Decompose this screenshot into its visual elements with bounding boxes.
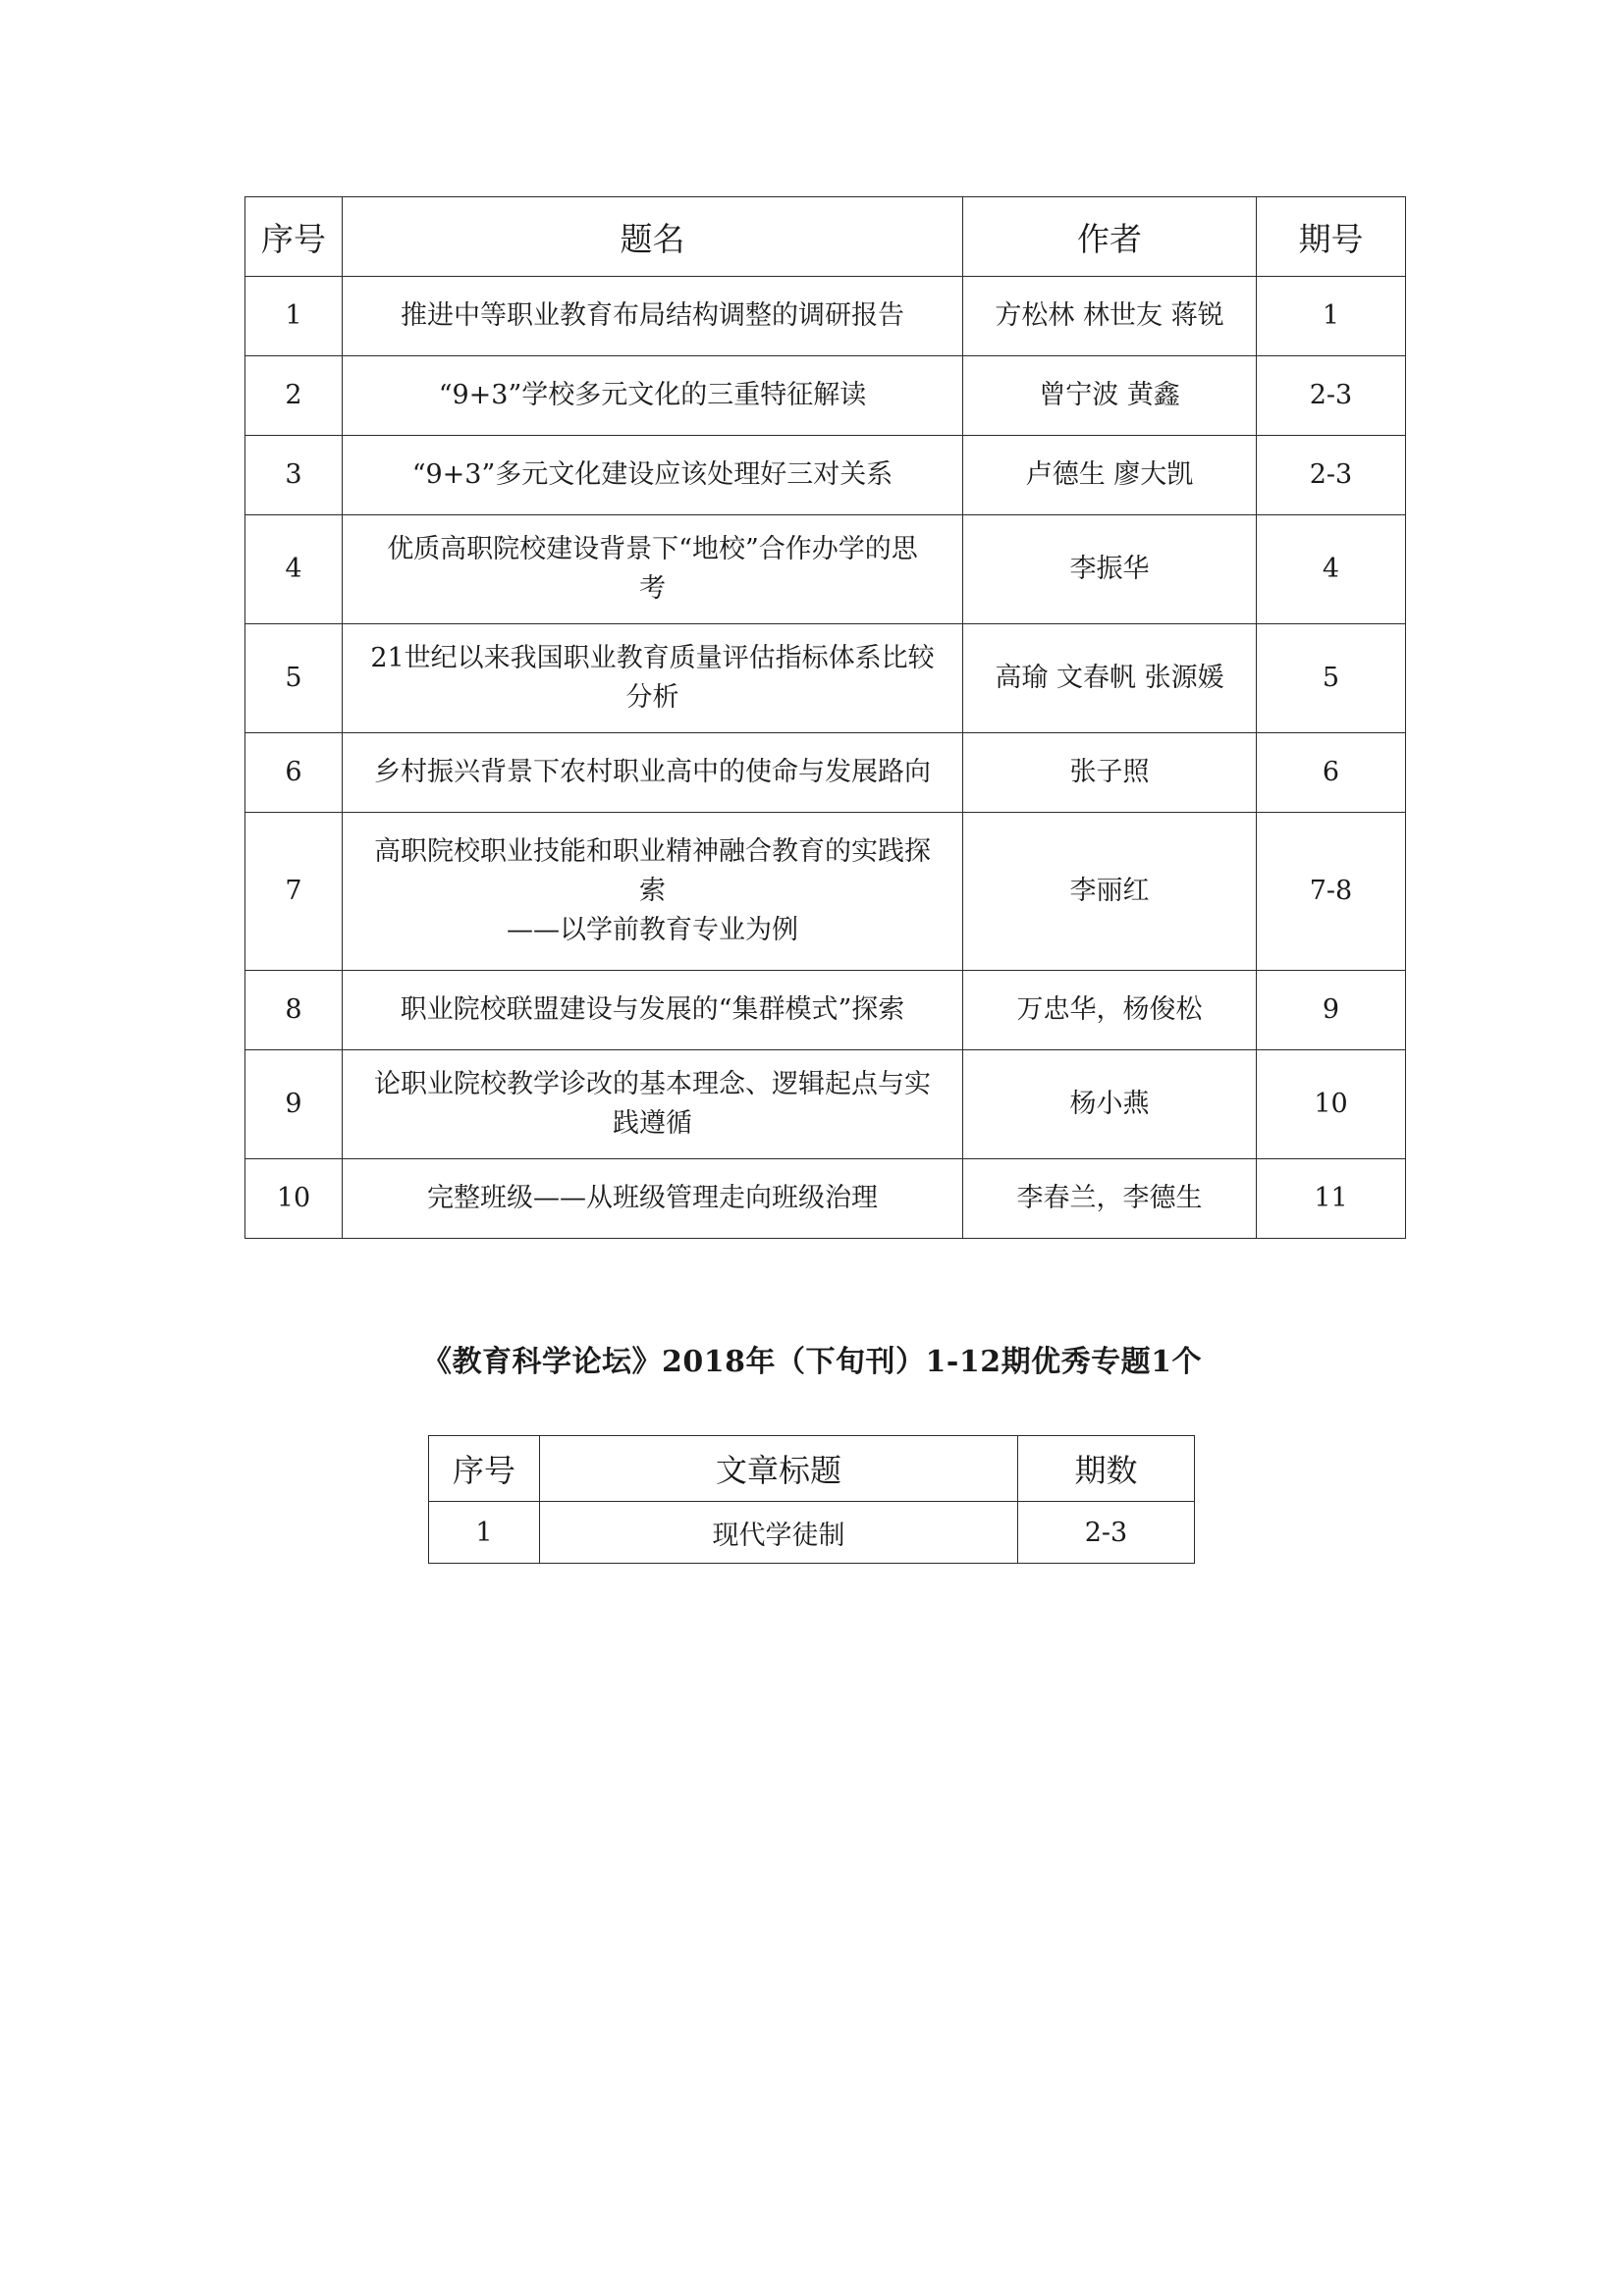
header-issue: 期号 bbox=[1257, 197, 1406, 277]
row-no: 4 bbox=[245, 515, 343, 624]
row-no: 8 bbox=[245, 971, 343, 1050]
header-author: 作者 bbox=[963, 197, 1257, 277]
title-line: “9+3”多元文化建设应该处理好三对关系 bbox=[411, 459, 893, 490]
table-row bbox=[245, 813, 1406, 971]
row-no: 1 bbox=[245, 277, 343, 356]
title-line: 高职院校职业技能和职业精神融合教育的实践探 bbox=[374, 836, 931, 867]
title-line: 优质高职院校建设背景下“地校”合作办学的思 bbox=[387, 534, 918, 564]
row-author: 万忠华，杨俊松 bbox=[963, 971, 1257, 1050]
row-no: 9 bbox=[245, 1050, 343, 1159]
title-line: 考 bbox=[639, 573, 666, 604]
title-line: 21世纪以来我国职业教育质量评估指标体系比较 bbox=[370, 643, 935, 673]
header-row bbox=[429, 1436, 1195, 1502]
title-subtitle: ——以学前教育专业为例 bbox=[507, 915, 798, 945]
table-row bbox=[245, 1159, 1406, 1239]
title-line: 乡村振兴背景下农村职业高中的使命与发展路向 bbox=[374, 757, 931, 787]
header-no: 序号 bbox=[245, 197, 343, 277]
title-line: 索 bbox=[639, 876, 666, 906]
row-title bbox=[343, 277, 963, 356]
table-row bbox=[245, 515, 1406, 624]
title-line: 分析 bbox=[625, 682, 679, 713]
row-author: 李春兰，李德生 bbox=[963, 1159, 1257, 1239]
row-title bbox=[343, 624, 963, 733]
row-issue: 5 bbox=[1257, 624, 1406, 733]
table-row bbox=[245, 436, 1406, 515]
row-title bbox=[343, 356, 963, 436]
row-issue: 11 bbox=[1257, 1159, 1406, 1239]
row-title bbox=[343, 515, 963, 624]
row-title bbox=[343, 1159, 963, 1239]
row-no: 5 bbox=[245, 624, 343, 733]
row-title bbox=[343, 813, 963, 971]
row-author: 曾宁波 黄鑫 bbox=[963, 356, 1257, 436]
title-line: 践遵循 bbox=[613, 1108, 692, 1139]
row-issue: 2-3 bbox=[1018, 1502, 1195, 1564]
row-issue: 4 bbox=[1257, 515, 1406, 624]
table-row bbox=[245, 733, 1406, 813]
row-issue: 7-8 bbox=[1257, 813, 1406, 971]
row-no: 2 bbox=[245, 356, 343, 436]
title-line: 推进中等职业教育布局结构调整的调研报告 bbox=[401, 300, 904, 331]
row-author: 高瑜 文春帆 张源媛 bbox=[963, 624, 1257, 733]
table-row bbox=[245, 356, 1406, 436]
header-title: 文章标题 bbox=[540, 1436, 1018, 1502]
row-no: 10 bbox=[245, 1159, 343, 1239]
row-issue: 9 bbox=[1257, 971, 1406, 1050]
row-no: 3 bbox=[245, 436, 343, 515]
title-line: 完整班级——从班级管理走向班级治理 bbox=[427, 1183, 878, 1213]
row-no: 1 bbox=[429, 1502, 540, 1564]
row-author: 张子照 bbox=[963, 733, 1257, 813]
title-line: “9+3”学校多元文化的三重特征解读 bbox=[438, 380, 867, 410]
header-row bbox=[245, 197, 1406, 277]
row-title bbox=[343, 436, 963, 515]
header-no: 序号 bbox=[429, 1436, 540, 1502]
table-row bbox=[245, 1050, 1406, 1159]
row-author: 李振华 bbox=[963, 515, 1257, 624]
row-author: 李丽红 bbox=[963, 813, 1257, 971]
row-issue: 6 bbox=[1257, 733, 1406, 813]
title-line: 论职业院校教学诊改的基本理念、逻辑起点与实 bbox=[374, 1069, 931, 1099]
header-issue: 期数 bbox=[1018, 1436, 1195, 1502]
table-row bbox=[245, 277, 1406, 356]
header-title: 题名 bbox=[343, 197, 963, 277]
row-author: 杨小燕 bbox=[963, 1050, 1257, 1159]
row-author: 方松林 林世友 蒋锐 bbox=[963, 277, 1257, 356]
row-no: 6 bbox=[245, 733, 343, 813]
topics-table bbox=[428, 1435, 1195, 1564]
row-no: 7 bbox=[245, 813, 343, 971]
row-title bbox=[343, 1050, 963, 1159]
row-title bbox=[343, 971, 963, 1050]
table-row bbox=[245, 624, 1406, 733]
row-issue: 10 bbox=[1257, 1050, 1406, 1159]
table-row bbox=[429, 1502, 1195, 1564]
row-title: 现代学徒制 bbox=[540, 1502, 1018, 1564]
articles-table bbox=[244, 196, 1406, 1239]
title-line: 职业院校联盟建设与发展的“集群模式”探索 bbox=[400, 994, 905, 1025]
topic-section-heading: 《教育科学论坛》2018年（下旬刊）1-12期优秀专题1个 bbox=[422, 1345, 1202, 1379]
row-title bbox=[343, 733, 963, 813]
table-row bbox=[245, 971, 1406, 1050]
row-author: 卢德生 廖大凯 bbox=[963, 436, 1257, 515]
row-issue: 2-3 bbox=[1257, 356, 1406, 436]
row-issue: 2-3 bbox=[1257, 436, 1406, 515]
row-issue: 1 bbox=[1257, 277, 1406, 356]
